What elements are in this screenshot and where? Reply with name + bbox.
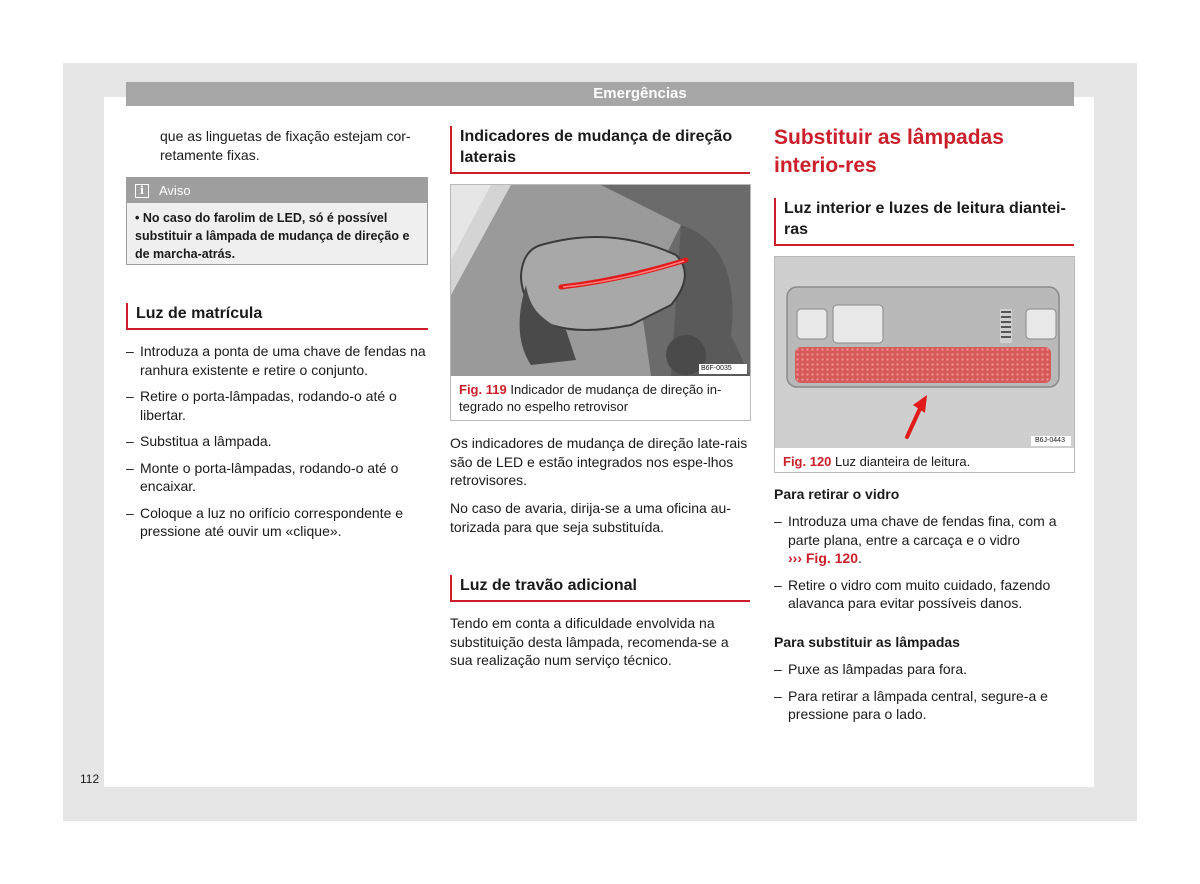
page-number: 112 bbox=[80, 772, 100, 786]
info-icon: i bbox=[135, 184, 149, 198]
section-title-luz-interior: Luz interior e luzes de leitura diantei-ras bbox=[774, 198, 1074, 246]
list-item: – Introduza a ponta de uma chave de fendas na ranhura existente e retire o conjunto. bbox=[126, 342, 428, 379]
figure-119 bbox=[450, 184, 751, 421]
section-title-travao: Luz de travão adicional bbox=[450, 575, 750, 602]
warning-box bbox=[126, 177, 428, 265]
subheading-retirar-vidro: Para retirar o vidro bbox=[774, 486, 900, 502]
figure-caption-text: Luz dianteira de leitura. bbox=[835, 454, 971, 469]
steps-list-vidro bbox=[774, 512, 1074, 621]
paragraph-avaria: No caso de avaria, dirija-se a uma oficina au-torizada para que seja substituída. bbox=[450, 500, 731, 535]
figure-code: B6F-0035 bbox=[701, 365, 732, 372]
paragraph-travao: Tendo em conta a dificuldade envolvida na substituição desta lâmpada, recomenda-se a sua realização num serviço técnico. bbox=[450, 615, 729, 668]
list-item: – Retire o vidro com muito cuidado, fazendo alavanca para evitar possíveis danos. bbox=[774, 576, 1074, 613]
reading-light-illustration bbox=[775, 257, 1074, 448]
warning-body: • No caso do farolim de LED, só é possível substituir a lâmpada de mudança de direção e de marcha-atrás. bbox=[135, 211, 410, 261]
main-title: Substituir as lâmpadas interio-res bbox=[774, 126, 1004, 177]
section-title-indicadores: Indicadores de mudança de direção laterais bbox=[450, 126, 750, 174]
warning-title: Aviso bbox=[159, 183, 191, 198]
steps-list-matricula bbox=[126, 342, 428, 549]
figure-code: B6J-0443 bbox=[1035, 437, 1065, 444]
figure-caption bbox=[783, 453, 1068, 470]
list-item-punct: . bbox=[858, 550, 862, 566]
section-title-luz-matricula: Luz de matrícula bbox=[126, 303, 428, 330]
list-item bbox=[774, 512, 1074, 568]
list-item: – Retire o porta-lâmpadas, rodando-o até o libertar. bbox=[126, 387, 428, 424]
warning-header bbox=[127, 178, 427, 203]
list-item: – Puxe as lâmpadas para fora. bbox=[774, 660, 1074, 679]
figure-number: Fig. 119 bbox=[459, 382, 507, 397]
list-item-text: Introduza uma chave de fendas fina, com a parte plana, entre a carcaça e o vidro bbox=[788, 513, 1057, 548]
steps-list-lampadas bbox=[774, 660, 1074, 732]
list-item: – Para retirar a lâmpada central, segure-a e pressione para o lado. bbox=[774, 687, 1074, 724]
intro-text: que as linguetas de fixação estejam cor-retamente fixas. bbox=[160, 128, 411, 163]
figure-caption bbox=[459, 381, 744, 415]
figure-reference-link[interactable]: ››› Fig. 120 bbox=[788, 550, 859, 566]
subheading-substituir-lampadas: Para substituir as lâmpadas bbox=[774, 634, 960, 650]
figure-number: Fig. 120 bbox=[783, 454, 832, 469]
figure-120 bbox=[774, 256, 1075, 473]
section-header-title: Emergências bbox=[593, 85, 687, 102]
paragraph-led: Os indicadores de mudança de direção late-rais são de LED e estão integrados nos espe-lhos retrovisores. bbox=[450, 435, 748, 488]
list-item: – Coloque a luz no orifício correspondente e pressione até ouvir um «clique». bbox=[126, 504, 428, 541]
mirror-illustration bbox=[451, 185, 750, 376]
figure-caption-text: Indicador de mudança de direção in-tegrado no espelho retrovisor bbox=[459, 382, 722, 414]
list-item: – Substitua a lâmpada. bbox=[126, 432, 428, 451]
list-item: – Monte o porta-lâmpadas, rodando-o até o encaixar. bbox=[126, 459, 428, 496]
section-header-bar bbox=[126, 82, 1074, 106]
